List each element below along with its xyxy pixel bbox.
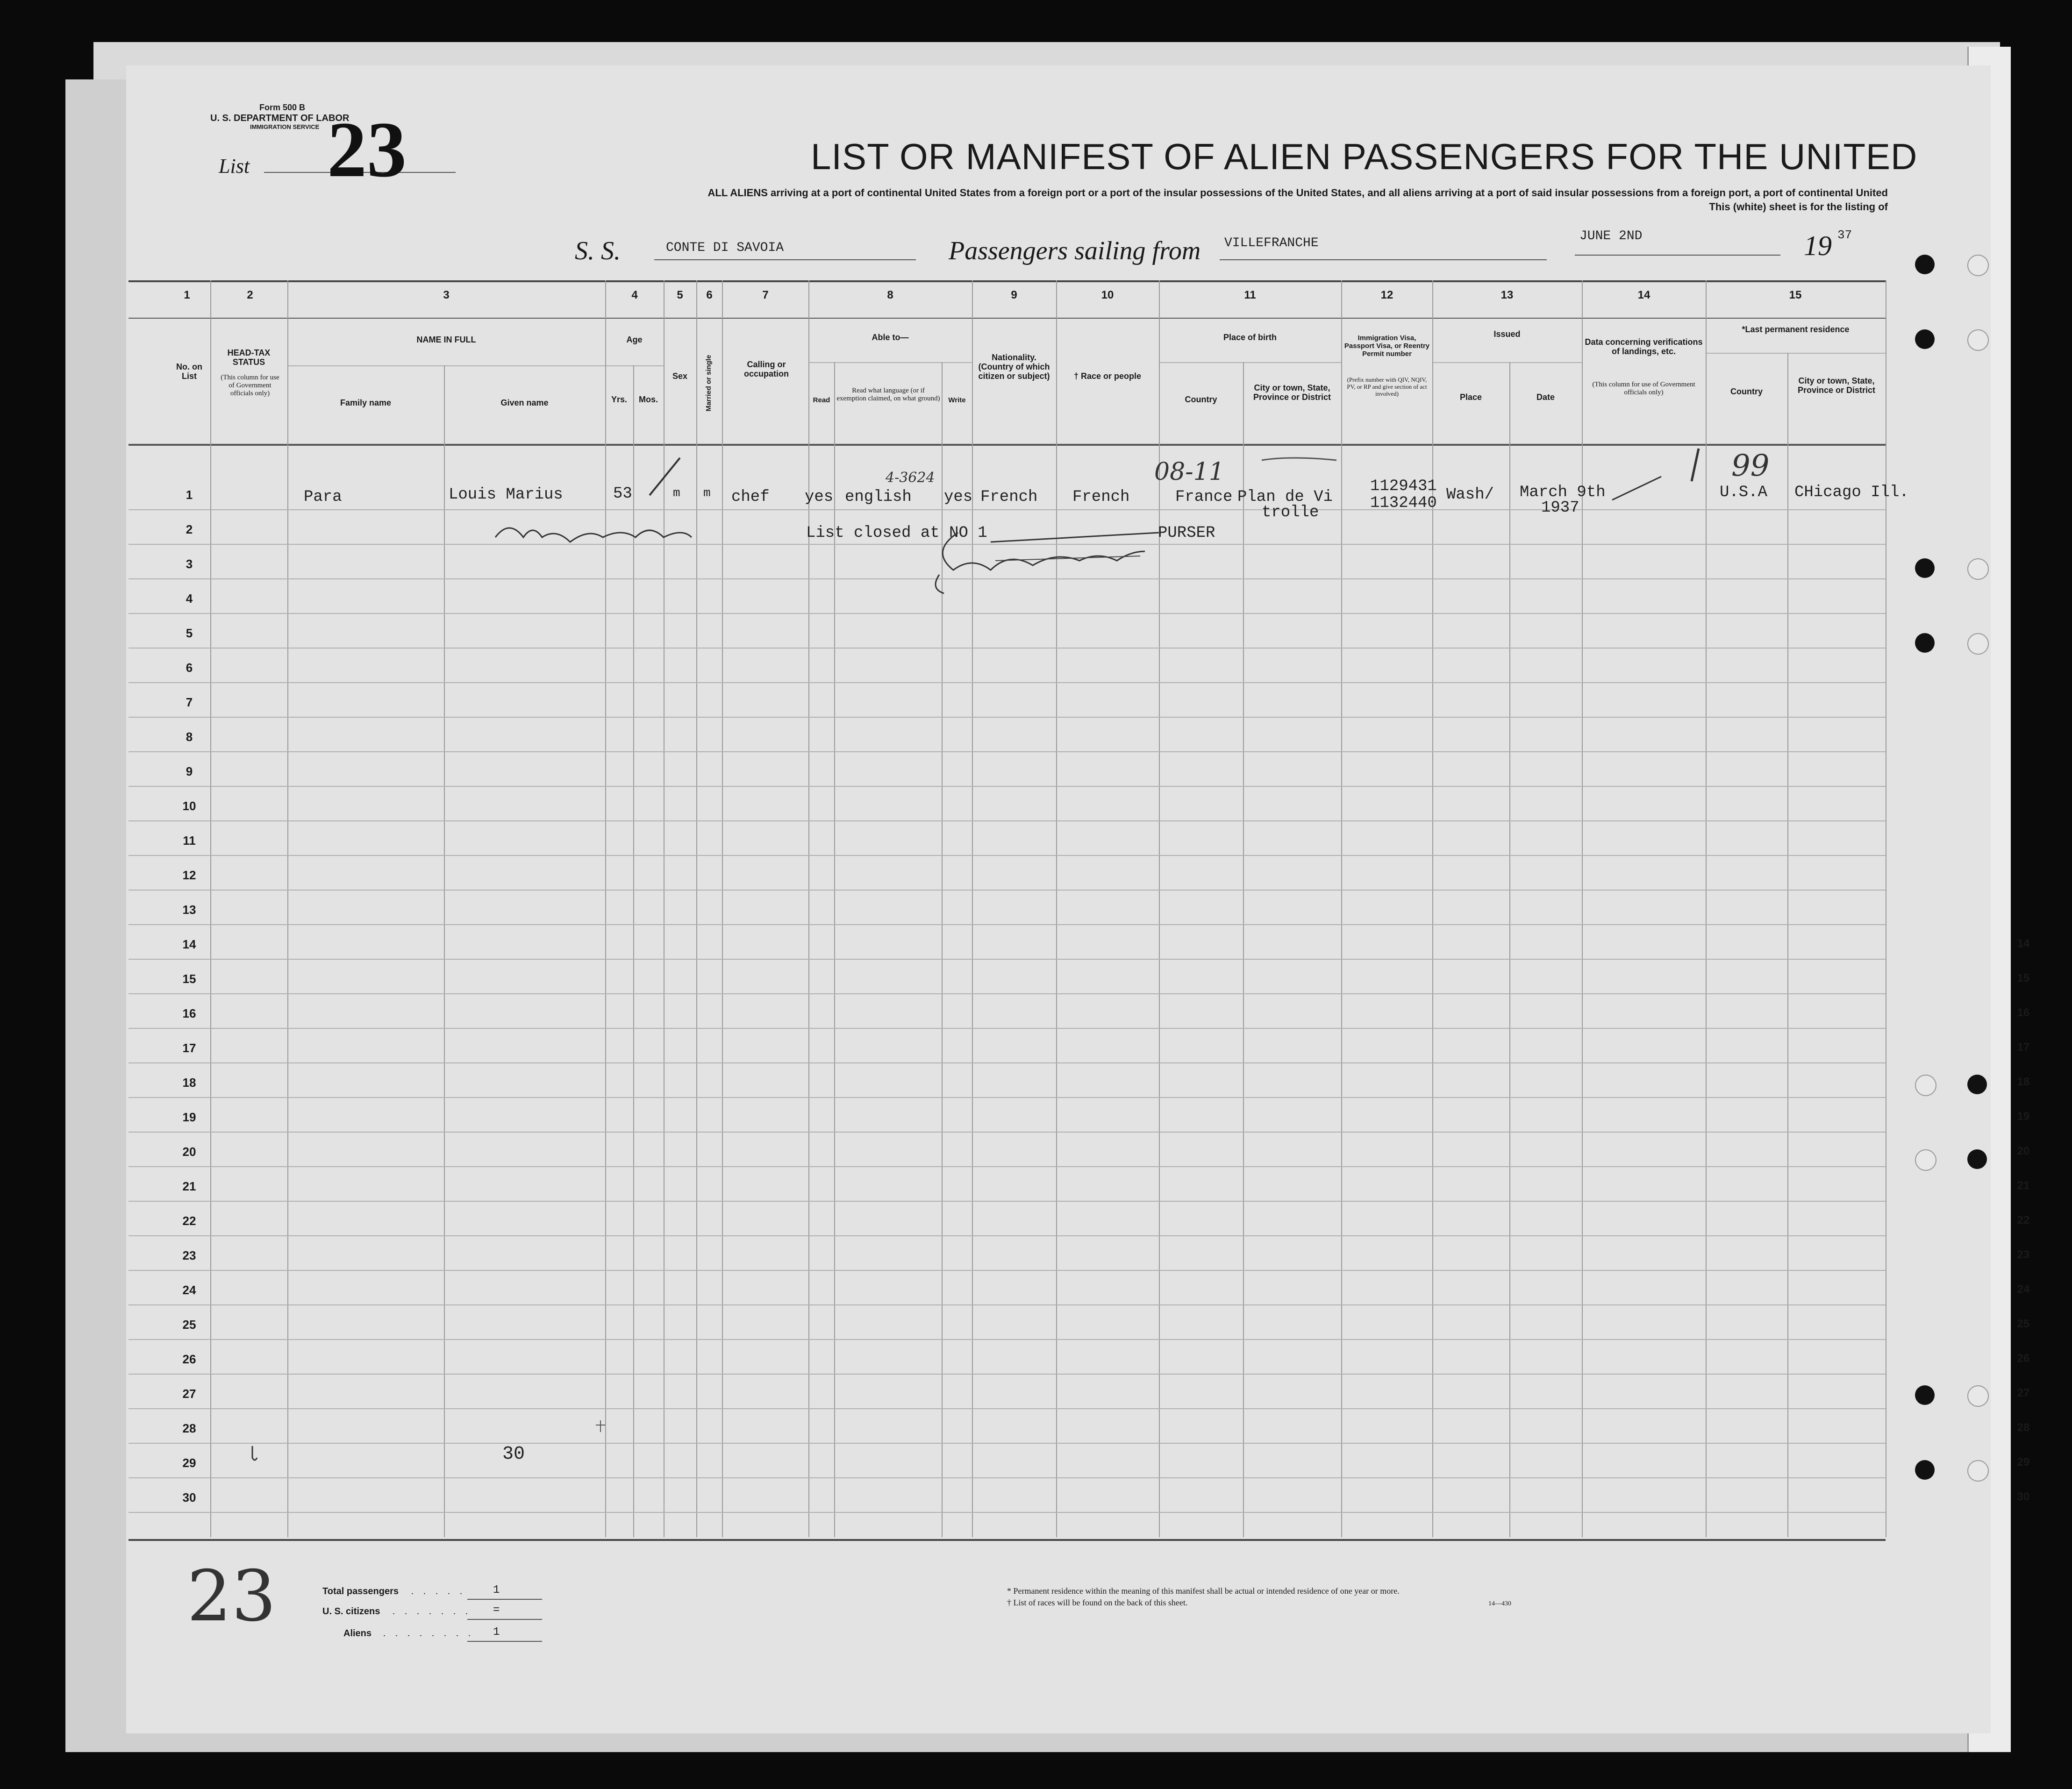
header-able-to: Able to— xyxy=(872,333,909,342)
manifest-title: LIST OR MANIFEST OF ALIEN PASSENGERS FOR THE UNITED xyxy=(811,136,1918,177)
row-number: 30 xyxy=(182,1490,196,1504)
col-number: 13 xyxy=(1500,289,1514,301)
row-number: 16 xyxy=(182,1006,196,1020)
header-race: † Race or people xyxy=(1073,371,1142,381)
us-citizens-value: = xyxy=(493,1604,500,1617)
footnote-races: † List of races will be found on the back of this sheet. xyxy=(1007,1598,1188,1607)
strip-row-number: 23 xyxy=(2017,1248,2030,1261)
binder-hole xyxy=(1967,329,1989,351)
port-name: VILLEFRANCHE xyxy=(1224,236,1319,250)
header-calling: Calling or occupation xyxy=(743,360,789,378)
citizens-underline xyxy=(467,1619,542,1620)
strip-row-number: 29 xyxy=(2017,1456,2030,1468)
header-read: Read xyxy=(813,396,830,404)
row-number: 7 xyxy=(186,695,193,709)
binder-hole xyxy=(1915,329,1935,349)
count-note: 30 xyxy=(502,1444,525,1465)
header-head-tax-note: (This column for use of Government officials only) xyxy=(221,374,279,397)
strip-row-number: 18 xyxy=(2017,1076,2030,1088)
list-number: 23 xyxy=(327,106,407,193)
strip-row-number: 19 xyxy=(2017,1110,2030,1123)
citizens-dots: . . . . . . . xyxy=(393,1606,472,1617)
strip-row-number: 16 xyxy=(2017,1006,2030,1019)
service: IMMIGRATION SERVICE xyxy=(250,123,320,130)
manifest-subtitle-2: This (white) sheet is for the listing of xyxy=(1709,201,1888,213)
row-number: 13 xyxy=(182,903,196,917)
entry-issued-date: March 9th xyxy=(1520,484,1606,501)
header-data-concerning: Data concerning verifications of landings, etc. xyxy=(1585,337,1703,356)
col-number: 6 xyxy=(706,289,713,301)
binder-hole xyxy=(1915,1385,1935,1405)
header-city-town: City or town, State, Province or District xyxy=(1253,383,1331,402)
header-nationality: Nationality. (Country of which citizen or subject) xyxy=(978,353,1050,381)
header-mos: Mos. xyxy=(638,395,658,404)
binder-hole xyxy=(1967,633,1989,655)
aliens-dots: . . . . . . . . xyxy=(383,1628,474,1639)
header-data-note: (This column for use of Government officials only) xyxy=(1592,381,1695,396)
handwritten-language-note: 4-3624 xyxy=(886,470,935,486)
col-number: 10 xyxy=(1101,289,1114,301)
col-number: 15 xyxy=(1789,289,1802,301)
row-number: 5 xyxy=(186,626,193,640)
entry-sex: m xyxy=(673,486,680,500)
col-number: 4 xyxy=(631,289,638,301)
total-underline xyxy=(467,1599,542,1600)
row-number: 21 xyxy=(182,1179,196,1193)
sailing-label: Passengers sailing from xyxy=(949,236,1201,265)
row-number: 1 xyxy=(186,488,193,502)
col-number: 5 xyxy=(677,289,683,301)
strip-row-number: 30 xyxy=(2017,1490,2030,1503)
header-sex: Sex xyxy=(672,371,688,381)
footnote-residence: * Permanent residence within the meaning of this manifest shall be actual or intended residence of one year or more. xyxy=(1007,1586,1400,1596)
entry-age-yrs: 53 xyxy=(613,485,632,503)
row-number: 17 xyxy=(182,1041,196,1055)
entry-read: yes xyxy=(805,488,834,506)
header-res-city: City or town, State, Province or District xyxy=(1797,376,1876,395)
strip-row-number: 27 xyxy=(2017,1387,2030,1399)
col-number: 3 xyxy=(443,289,450,301)
header-read-language: Read what language (or if exemption claimed, on what ground) xyxy=(836,387,940,402)
row-number: 20 xyxy=(182,1145,196,1159)
ship-name: CONTE DI SAVOIA xyxy=(666,241,784,255)
entry-res-city: CHicago Ill. xyxy=(1794,484,1909,501)
entry-birth-country: France xyxy=(1175,488,1233,506)
handwritten-residence-note: 99 xyxy=(1731,449,1770,483)
row-number: 24 xyxy=(182,1283,196,1297)
col-number: 8 xyxy=(887,289,893,301)
row-number: 25 xyxy=(182,1318,196,1332)
row-number: 18 xyxy=(182,1076,196,1090)
row-number: 2 xyxy=(186,522,193,536)
binder-hole xyxy=(1967,1075,1987,1094)
col-number: 2 xyxy=(247,289,253,301)
binder-hole xyxy=(1915,255,1935,274)
strip-row-number: 28 xyxy=(2017,1421,2030,1434)
row-number: 9 xyxy=(186,764,193,778)
purser-text: PURSER xyxy=(1158,524,1215,542)
entry-race: French xyxy=(1072,488,1130,506)
header-country: Country xyxy=(1185,395,1217,404)
strip-row-number: 24 xyxy=(2017,1283,2030,1296)
row-number: 12 xyxy=(182,868,196,882)
row-number: 10 xyxy=(182,799,196,813)
header-name-in-full: NAME IN FULL xyxy=(416,335,476,344)
row-number: 15 xyxy=(182,972,196,986)
aliens-underline xyxy=(467,1641,542,1642)
row-number: 26 xyxy=(182,1352,196,1366)
aliens-value: 1 xyxy=(493,1626,500,1639)
col-number: 12 xyxy=(1380,289,1393,301)
year-suffix: 37 xyxy=(1837,228,1852,242)
col-number: 7 xyxy=(762,289,769,301)
manifest-subtitle: ALL ALIENS arriving at a port of continental United States from a foreign port or a port of the insular possessions of the United States, and all aliens arriving at a port of said insular possessions from a foreign port, a port of continental United xyxy=(707,187,1888,199)
row-number: 6 xyxy=(186,661,193,675)
binder-hole xyxy=(1967,1149,1987,1169)
header-res-country: Country xyxy=(1730,387,1763,396)
row-number: 27 xyxy=(182,1387,196,1401)
row-number: 4 xyxy=(186,592,193,606)
binder-hole xyxy=(1967,558,1989,580)
header-given-name: Given name xyxy=(500,398,549,407)
row-number: 3 xyxy=(186,557,193,571)
entry-language: english xyxy=(845,488,912,506)
strip-row-number: 21 xyxy=(2017,1179,2030,1192)
header-family-name: Family name xyxy=(340,398,392,407)
entry-marital: m xyxy=(703,486,711,500)
department: U. S. DEPARTMENT OF LABOR xyxy=(210,113,350,123)
strip-row-number: 15 xyxy=(2017,972,2030,984)
header-write: Write xyxy=(948,396,966,404)
row-number: 23 xyxy=(182,1248,196,1262)
total-dots: . . . . . xyxy=(411,1586,466,1597)
form-number: Form 500 B xyxy=(259,103,306,112)
sailing-date: JUNE 2ND xyxy=(1579,229,1643,243)
binder-hole xyxy=(1967,1460,1989,1482)
row-number: 19 xyxy=(182,1110,196,1124)
strip-row-number: 17 xyxy=(2017,1041,2030,1054)
list-closed-text: List closed at NO 1 xyxy=(806,524,987,542)
entry-given-name: Louis Marius xyxy=(449,486,563,504)
row-number: 8 xyxy=(186,730,193,744)
row-number: 14 xyxy=(182,937,196,951)
header-visa-note: (Prefix number with QIV, NQIV, PV, or RP and give section of act involved) xyxy=(1347,376,1427,397)
binder-hole xyxy=(1967,1385,1989,1407)
col-number: 14 xyxy=(1637,289,1650,301)
header-visa: Immigration Visa, Passport Visa, or Reentry Permit number xyxy=(1344,334,1430,358)
header-head-tax: HEAD-TAX STATUS xyxy=(227,348,271,367)
entry-nationality: French xyxy=(980,488,1038,506)
strip-row-number: 14 xyxy=(2017,937,2030,950)
binder-hole xyxy=(1915,633,1935,653)
col-number: 1 xyxy=(184,289,190,301)
header-last-residence: *Last permanent residence xyxy=(1742,325,1850,334)
col-number: 9 xyxy=(1011,289,1017,301)
total-passengers-value: 1 xyxy=(493,1584,500,1597)
entry-family-name: Para xyxy=(304,488,342,506)
binder-hole xyxy=(1915,558,1935,578)
header-no-on-list: No. on List xyxy=(176,362,202,381)
entry-occupation: chef xyxy=(731,488,770,506)
aliens-label: Aliens xyxy=(343,1628,372,1639)
entry-birth-city: Plan de Vi xyxy=(1237,488,1333,506)
strip-row-number: 26 xyxy=(2017,1352,2030,1365)
row-number: 28 xyxy=(182,1421,196,1435)
ss-label: S. S. xyxy=(575,236,621,265)
binder-hole xyxy=(1967,255,1989,276)
header-yrs: Yrs. xyxy=(611,395,628,404)
header-place: Place xyxy=(1459,392,1482,402)
entry-write: yes xyxy=(944,488,973,506)
strip-row-number: 22 xyxy=(2017,1214,2030,1226)
header-age: Age xyxy=(626,335,643,344)
entry-birth-city-2: trolle xyxy=(1262,504,1319,521)
handwritten-visa-note: 08-11 xyxy=(1154,458,1224,486)
binder-hole xyxy=(1915,1075,1936,1096)
entry-res-country: U.S.A xyxy=(1720,484,1768,501)
entry-issued-place: Wash/ xyxy=(1446,486,1494,504)
entry-visa-2: 1132440 xyxy=(1370,494,1437,512)
row-number: 11 xyxy=(183,834,196,848)
binder-hole xyxy=(1915,1149,1936,1171)
strip-row-number: 20 xyxy=(2017,1145,2030,1157)
entry-visa-1: 1129431 xyxy=(1370,478,1437,495)
us-citizens-label: U. S. citizens xyxy=(322,1606,380,1617)
entry-issued-date-2: 1937 xyxy=(1541,499,1579,517)
binder-hole xyxy=(1915,1460,1935,1480)
strip-row-number: 25 xyxy=(2017,1318,2030,1330)
col-number: 11 xyxy=(1244,289,1256,301)
header-married: Married or single xyxy=(705,355,713,412)
total-passengers-label: Total passengers xyxy=(322,1586,399,1597)
list-label: List xyxy=(219,155,250,178)
row-number: 22 xyxy=(182,1214,196,1228)
form-code: 14—430 xyxy=(1488,1600,1511,1607)
header-issued-date: Date xyxy=(1536,392,1555,402)
header-issued: Issued xyxy=(1493,329,1521,339)
handwritten-list-number: 23 xyxy=(187,1556,276,1637)
year-prefix: 19 xyxy=(1804,230,1832,261)
header-place-of-birth: Place of birth xyxy=(1223,333,1277,342)
row-number: 29 xyxy=(182,1456,196,1470)
